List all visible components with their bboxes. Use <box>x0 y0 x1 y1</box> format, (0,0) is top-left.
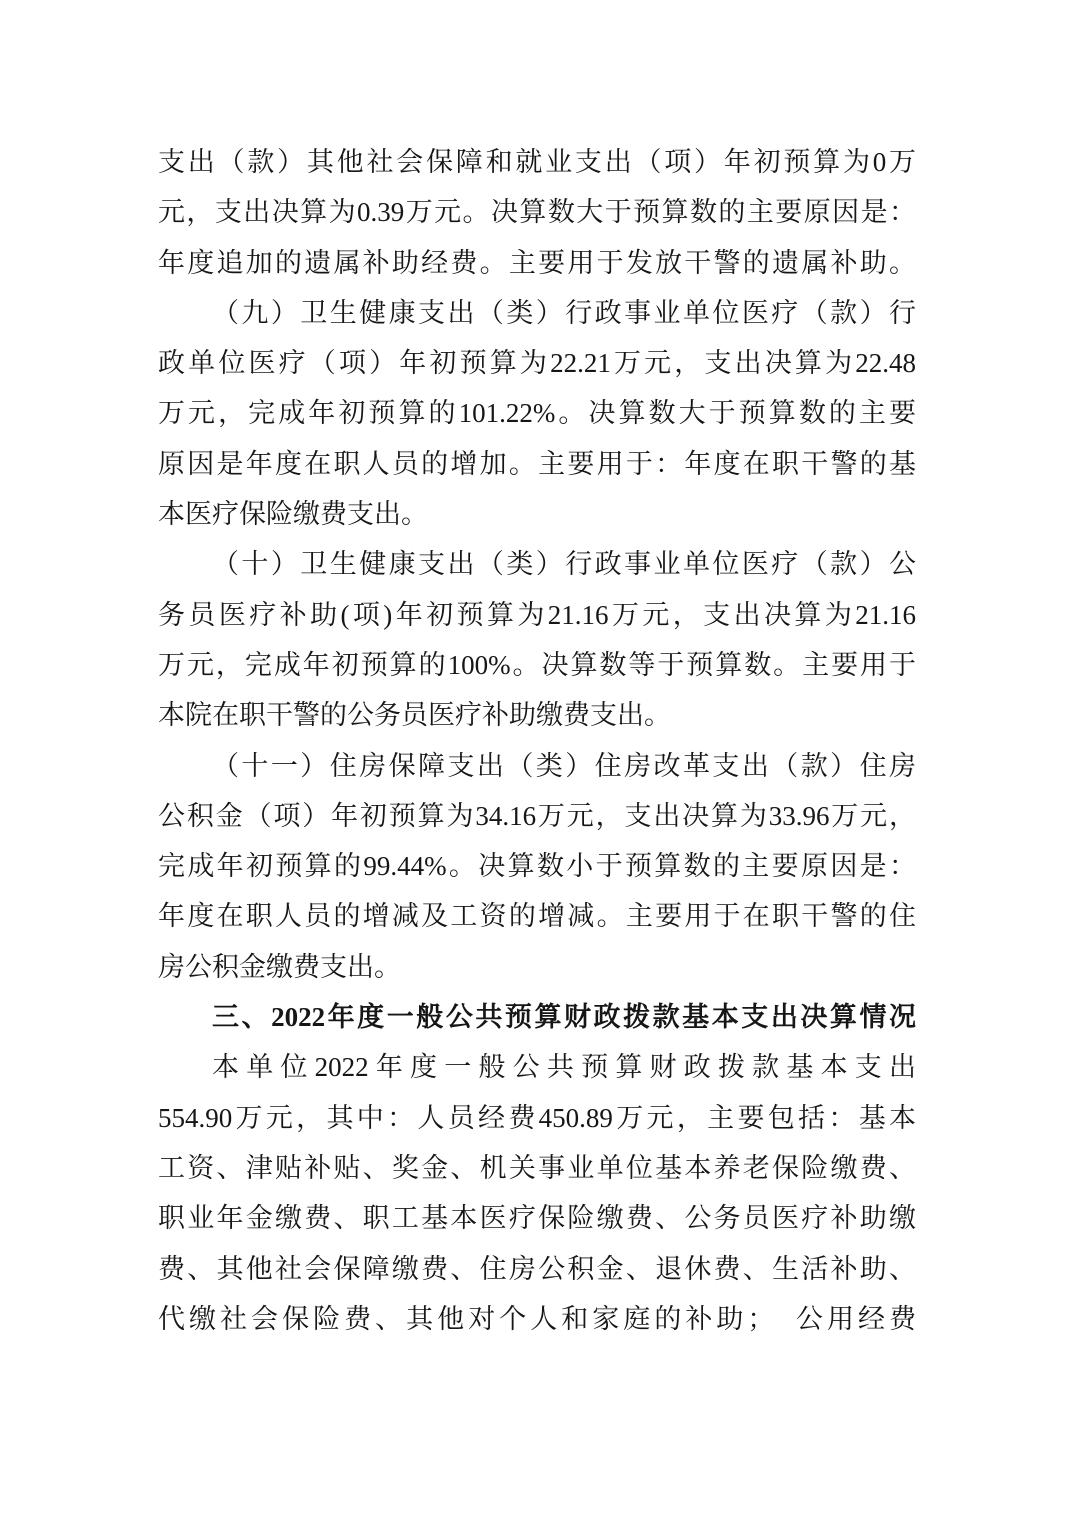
text-line: 房公积金缴费支出。 <box>158 951 401 982</box>
text-line: （九）卫生健康支出（类）行政事业单位医疗（款）行 <box>212 297 916 328</box>
text-line: 务员医疗补助(项)年初预算为21.16万元，支出决算为21.16 <box>158 599 916 630</box>
text-line: 元，支出决算为0.39万元。决算数大于预算数的主要原因是： <box>158 197 916 228</box>
text-line: 年度追加的遗属补助经费。主要用于发放干警的遗属补助。 <box>158 247 916 278</box>
text-line: 本单位2022年度一般公共预算财政拨款基本支出 <box>212 1052 916 1083</box>
text-line: 职业年金缴费、职工基本医疗保险缴费、公务员医疗补助缴 <box>158 1203 916 1234</box>
text-line: 554.90万元，其中：人员经费450.89万元，主要包括：基本 <box>158 1102 916 1133</box>
text-line: （十一）住房保障支出（类）住房改革支出（款）住房 <box>212 750 916 781</box>
text-line: 工资、津贴补贴、奖金、机关事业单位基本养老保险缴费、 <box>158 1152 916 1183</box>
text-line: 完成年初预算的99.44%。决算数小于预算数的主要原因是： <box>158 851 916 882</box>
text-line: 年度在职人员的增减及工资的增减。主要用于在职干警的住 <box>158 901 916 932</box>
text-line: 代缴社会保险费、其他对个人和家庭的补助； 公用经费 <box>158 1303 916 1334</box>
text-line: 政单位医疗（项）年初预算为22.21万元，支出决算为22.48 <box>158 348 916 379</box>
section-heading: 三、2022年度一般公共预算财政拨款基本支出决算情况 <box>212 1002 916 1033</box>
text-line: 本院在职干警的公务员医疗补助缴费支出。 <box>158 700 671 731</box>
text-line: 原因是年度在职人员的增加。主要用于：年度在职干警的基 <box>158 448 916 479</box>
text-line: （十）卫生健康支出（类）行政事业单位医疗（款）公 <box>212 549 916 580</box>
text-line: 本医疗保险缴费支出。 <box>158 499 428 530</box>
text-line: 支出（款）其他社会保障和就业支出（项）年初预算为0万 <box>158 147 916 177</box>
text-line: 万元，完成年初预算的101.22%。决算数大于预算数的主要 <box>158 398 916 429</box>
text-line: 费、其他社会保障缴费、住房公积金、退休费、生活补助、 <box>158 1253 916 1284</box>
document-body <box>158 137 916 1344</box>
text-line: 公积金（项）年初预算为34.16万元，支出决算为33.96万元， <box>158 800 916 831</box>
text-line: 万元，完成年初预算的100%。决算数等于预算数。主要用于 <box>158 649 916 680</box>
